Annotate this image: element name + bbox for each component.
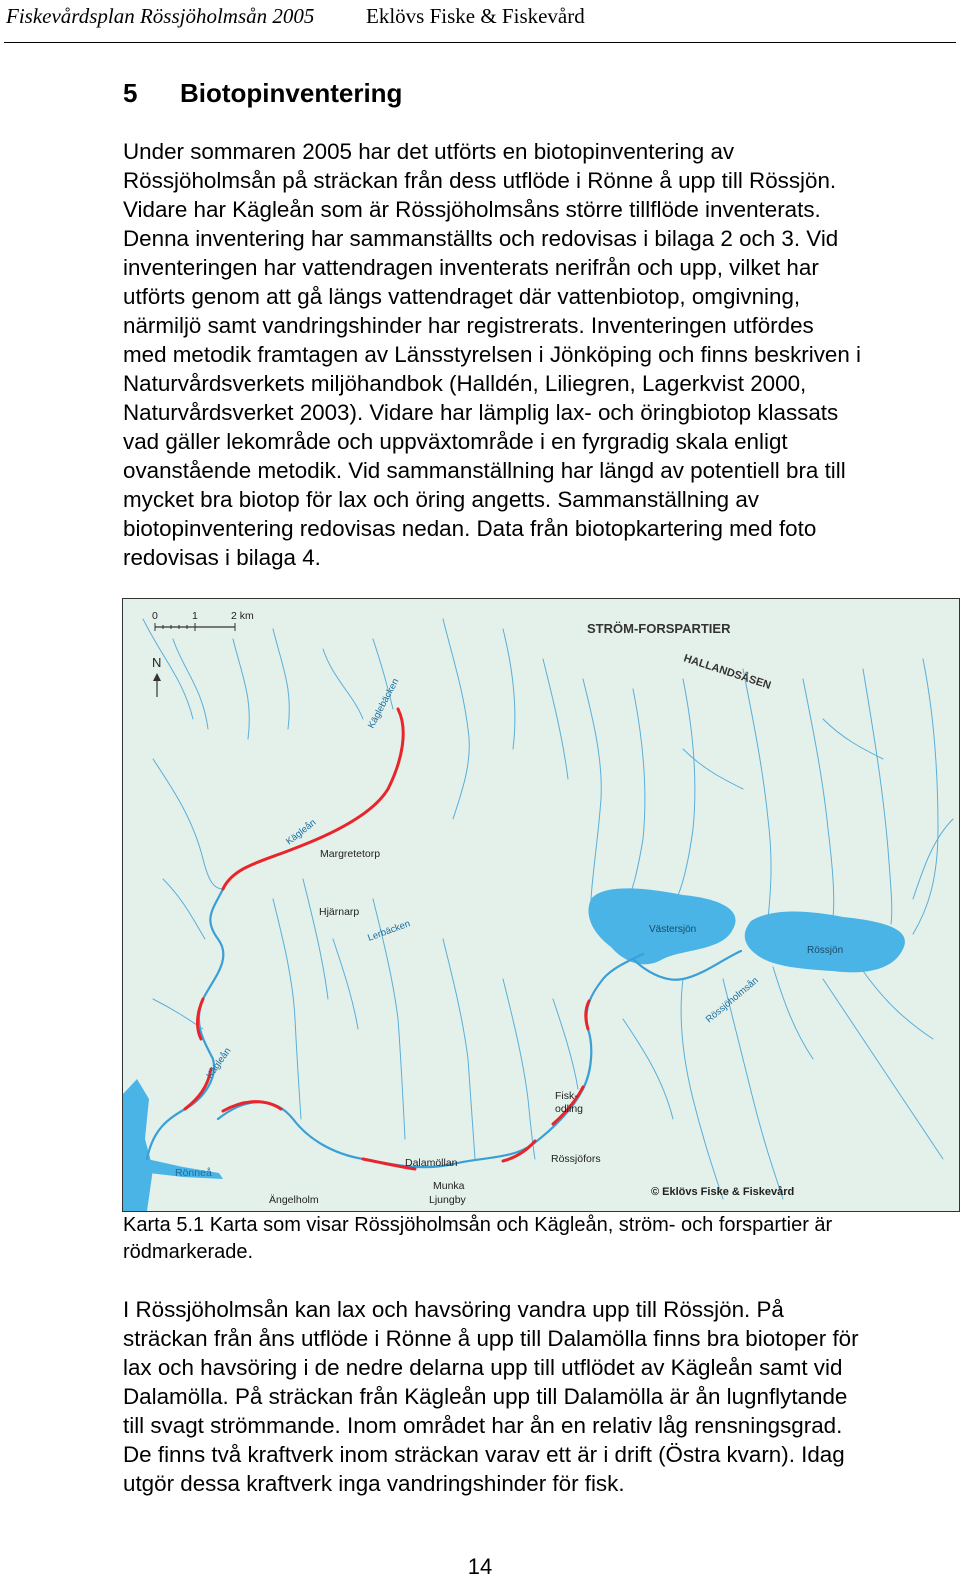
- place-hjarnarp: Hjärnarp: [319, 906, 360, 918]
- paragraph-line: utförts genom att gå längs vattendraget där vattenbiotop, omgivning,: [123, 284, 801, 309]
- caption-line: Karta 5.1 Karta som visar Rössjöholmsån och Kägleån, ström- och forspartier är: [123, 1214, 833, 1236]
- lake-label-vastersjon: Västersjön: [649, 924, 697, 935]
- tributaries: [143, 619, 953, 1199]
- paragraph-line: biotopinventering redovisas nedan. Data från biotopkartering med foto: [123, 516, 817, 541]
- section-heading: [123, 78, 402, 109]
- map-legend-title: STRÖM-FORSPARTIER: [587, 621, 731, 636]
- paragraph-line: De finns två kraftverk inom sträckan varav ett är i drift (Östra kvarn). Idag: [123, 1442, 845, 1467]
- map-caption: [123, 1212, 958, 1266]
- paragraph-line: utgör dessa kraftverk inga vandringshinder för fisk.: [123, 1471, 625, 1496]
- paragraph-line: med metodik framtagen av Länsstyrelsen i Jönköping och finns beskriven i: [123, 342, 862, 367]
- place-ronnea: Rönneå: [175, 1167, 212, 1179]
- lake-label-rossjon: Rössjön: [807, 945, 844, 956]
- lake-rossjon: [745, 912, 905, 973]
- rapids-upper-kaglean: [223, 709, 403, 889]
- paragraph-line: sträckan från åns utflöde i Rönne å upp till Dalamölla finns bra biotoper för: [123, 1326, 859, 1351]
- stream-label-kaglean-upper: Kägleån: [284, 817, 319, 848]
- place-rossjofors: Rössjöfors: [551, 1153, 601, 1165]
- paragraph-line: ovanstående metodik. Vid sammanställning har längd av potentiell bra till: [123, 458, 846, 483]
- kaglean-river: [147, 709, 403, 1159]
- place-margretetorp: Margretetorp: [320, 848, 381, 860]
- paragraph-line: Naturvårdsverkets miljöhandbok (Halldén, Liliegren, Lagerkvist 2000,: [123, 371, 807, 396]
- header-rule: [4, 42, 956, 43]
- place-odling: odling: [555, 1103, 584, 1115]
- body-paragraph: [123, 1295, 958, 1498]
- header-organization: Eklövs Fiske & Fiskevård: [366, 4, 585, 28]
- caption-line: rödmarkerade.: [123, 1241, 254, 1263]
- paragraph-line: närmiljö samt vandringshinder har registrerats. Inventeringen utfördes: [123, 313, 814, 338]
- paragraph-line: Rössjöholmsån på sträckan från dess utflöde i Rönne å upp till Rössjön.: [123, 168, 837, 193]
- page-number: 14: [467, 1554, 493, 1579]
- paragraph-line: Denna inventering har sammanställts och redovisas i bilaga 2 och 3. Vid: [123, 226, 839, 251]
- paragraph-line: vad gäller lekområde och uppväxtområde i en fyrgradig skala enligt: [123, 429, 788, 454]
- paragraph-line: Dalamölla. På sträckan från Kägleån upp till Dalamölla är ån lugnflytande: [123, 1384, 848, 1409]
- map-drawing: [123, 599, 959, 1211]
- intro-paragraph: [123, 137, 958, 572]
- scale-tick-2: 2 km: [231, 610, 254, 622]
- place-fisk: Fisk-: [555, 1090, 578, 1102]
- north-label: N: [152, 655, 162, 670]
- stream-label-kaglebacken: Käglebäcken: [365, 676, 402, 731]
- scale-tick-0: 0: [152, 610, 158, 622]
- north-arrow-icon: [152, 655, 161, 697]
- ridge-label: HALLANDSÅSEN: [682, 652, 773, 692]
- section-number: 5: [123, 78, 138, 108]
- paragraph-line: till svagt strömmande. Inom området har ån en relativ låg rensningsgrad.: [123, 1413, 843, 1438]
- place-dalamollan: Dalamöllan: [405, 1157, 458, 1169]
- place-munka: Munka: [433, 1180, 465, 1192]
- river-map: [122, 598, 960, 1212]
- stream-label-lerbacken: Lerbäcken: [366, 918, 412, 944]
- paragraph-line: Under sommaren 2005 har det utförts en biotopinventering av: [123, 139, 735, 164]
- paragraph-line: Vidare har Kägleån som är Rössjöholmsåns större tillflöde inventerats.: [123, 197, 821, 222]
- paragraph-line: mycket bra biotop för lax och öring angetts. Sammanställning av: [123, 487, 759, 512]
- paragraph-line: inventeringen har vattendragen inventerats nerifrån och upp, vilket har: [123, 255, 819, 280]
- stream-label-rossjoholmsan: Rössjöholmsån: [703, 975, 761, 1026]
- map-credit: © Eklövs Fiske & Fiskevård: [651, 1186, 795, 1198]
- paragraph-line: lax och havsöring i de nedre delarna upp till utflödet av Kägleån samt vid: [123, 1355, 843, 1380]
- header-document-title: Fiskevårdsplan Rössjöholmsån 2005: [6, 4, 315, 28]
- scale-tick-1: 1: [192, 610, 198, 622]
- paragraph-line: I Rössjöholmsån kan lax och havsöring vandra upp till Rössjön. På: [123, 1297, 784, 1322]
- paragraph-line: Naturvårdsverket 2003). Vidare har lämplig lax- och öringbiotop klassats: [123, 400, 839, 425]
- rossjoholmsan-river: [218, 954, 643, 1167]
- place-ljungby: Ljungby: [429, 1194, 466, 1206]
- sea-area: [123, 1079, 153, 1211]
- stream-label-kaglean-lower: Kägleån: [204, 1045, 234, 1081]
- section-title: Biotopinventering: [180, 78, 403, 108]
- paragraph-line: redovisas i bilaga 4.: [123, 545, 321, 570]
- place-angelholm: Ängelholm: [269, 1194, 319, 1206]
- scale-bar: [152, 610, 254, 631]
